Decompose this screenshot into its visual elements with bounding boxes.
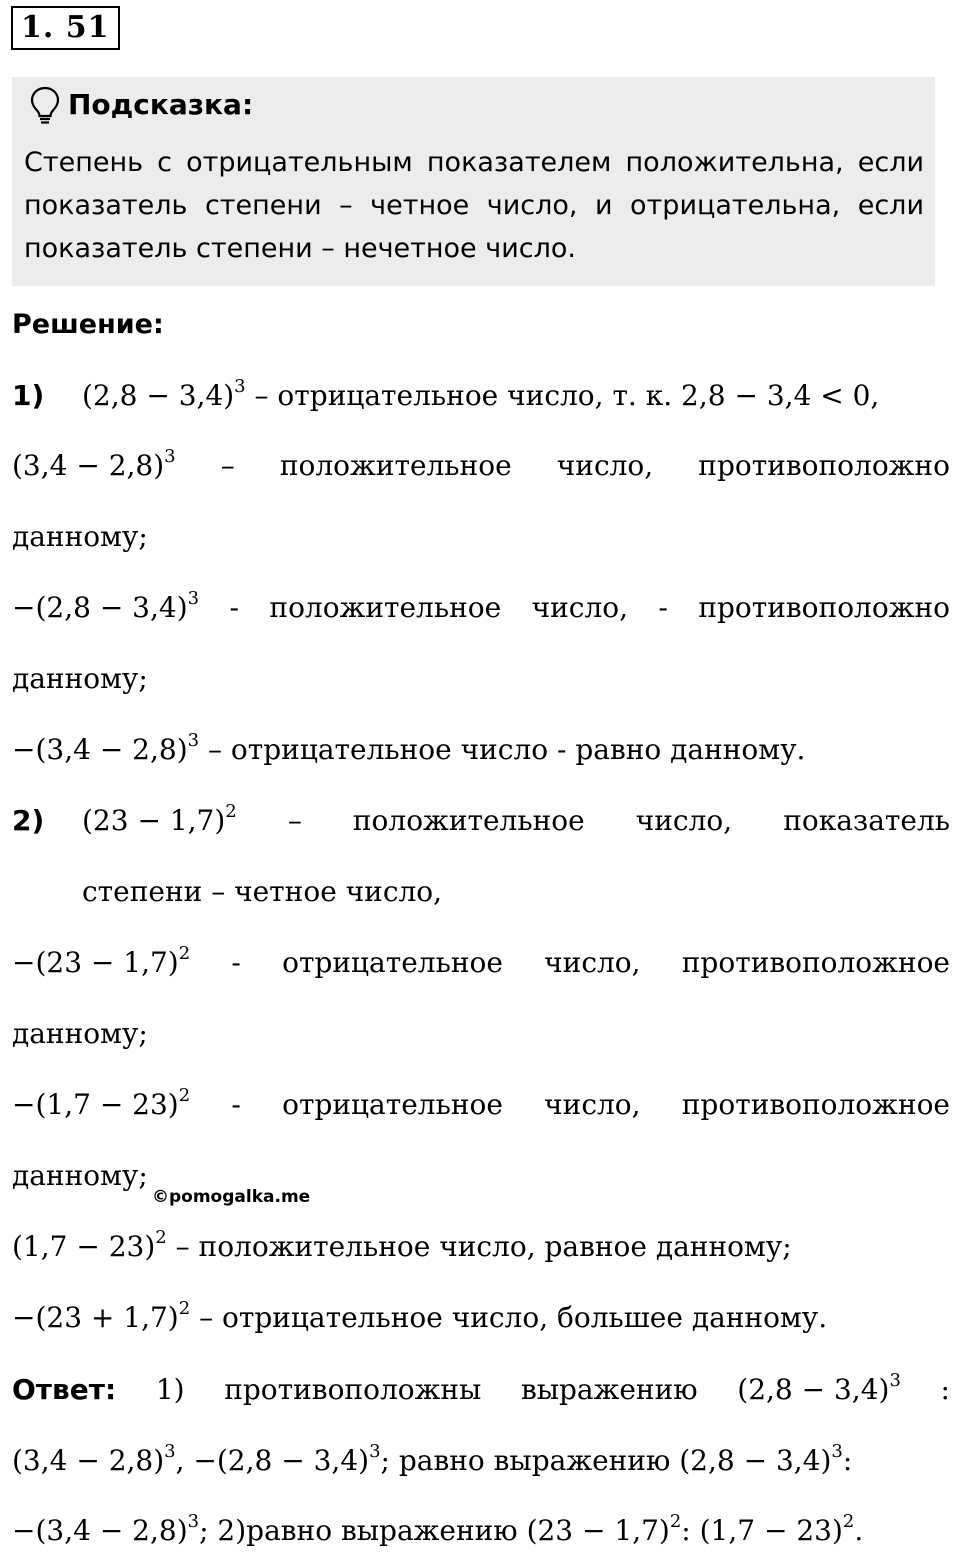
word: число, <box>556 449 654 482</box>
part2-line8 <box>12 1291 950 1345</box>
word: – <box>287 804 302 837</box>
answer-line2: $(3,4 - 2,8)^3$, $-(2,8 - 3,4)^3$; равно выражению $(2,8 - 3,4)^3$: <box>12 1440 853 1477</box>
part2-line5 <box>12 1078 950 1132</box>
part1-line2 <box>12 439 950 493</box>
part2-expr3: $-(23 - 1,7)^2$ <box>12 942 191 979</box>
word: положительное <box>269 591 502 624</box>
word: число, <box>635 804 733 837</box>
part1-text6: – отрицательное число - равно данному. <box>199 733 806 766</box>
word: противоположно <box>698 591 950 624</box>
word: - <box>658 591 668 624</box>
part2-expr5: $-(1,7 - 23)^2$ <box>12 1084 191 1121</box>
part1-expr2: $(3,4 - 2,8)^3$ <box>12 445 176 482</box>
solution-label: Решение: <box>12 309 164 340</box>
word: - <box>231 1088 241 1121</box>
answer-line1 <box>12 1363 950 1417</box>
part2-line4: данному; <box>12 1017 148 1050</box>
word: противоположное <box>681 946 950 979</box>
word: - <box>231 946 241 979</box>
part1-text1: – отрицательное число, т. к. 2,8 − 3,4 < 0, <box>245 379 880 412</box>
hint-box <box>12 77 935 286</box>
word: – <box>220 449 235 482</box>
part1-line3: данному; <box>12 520 148 553</box>
word: положительное <box>279 449 512 482</box>
part2-text8: – отрицательное число, большее данному. <box>190 1301 828 1334</box>
word: 1) <box>155 1373 185 1406</box>
word: противоположно <box>698 449 950 482</box>
part2-line3 <box>12 936 950 990</box>
part2-line1-body <box>82 794 950 848</box>
part2-expr8: $-(23 + 1,7)^2$ <box>12 1297 191 1334</box>
part1-line6 <box>12 723 950 777</box>
part2-number: 2) <box>12 804 45 837</box>
part1-expr1: $(2,8 - 3,4)^3$ <box>82 375 246 412</box>
part1-number: 1) <box>12 379 45 412</box>
word: отрицательное <box>282 946 503 979</box>
word: : <box>940 1373 950 1406</box>
answer-expr1: $(2,8 - 3,4)^3$ <box>737 1369 901 1406</box>
part1-line5: данному; <box>12 662 148 695</box>
hint-text: Степень с отрицательным показателем положительна, если показатель степени – четное число, и отрицательна, если показатель степени – нечетное число. <box>24 147 924 264</box>
part2-expr7: $(1,7 - 23)^2$ <box>12 1226 167 1263</box>
lightbulb-icon <box>28 85 62 125</box>
hint-title: Подсказка: <box>68 88 254 121</box>
part1-expr6: $-(3,4 - 2,8)^3$ <box>12 729 200 766</box>
part1-line1 <box>12 369 950 423</box>
part2-line1 <box>12 794 950 848</box>
part2-line2: степени – четное число, <box>82 875 443 908</box>
word: противоположны <box>224 1373 482 1406</box>
answer-line3: $-(3,4 - 2,8)^3$; 2)равно выражению $(23 - 1,7)^2$: $(1,7 - 23)^2$. <box>12 1510 864 1547</box>
part2-text7: – положительное число, равное данному; <box>166 1230 792 1263</box>
problem-number: 1. 51 <box>11 6 120 50</box>
word: выражению <box>520 1373 698 1406</box>
part1-line4 <box>12 581 950 635</box>
part2-expr1: $(23 - 1,7)^2$ <box>82 800 237 837</box>
watermark: ©pomogalka.me <box>152 1187 311 1207</box>
word: показатель <box>783 804 950 837</box>
word: число, <box>544 1088 641 1121</box>
word: число, <box>544 946 641 979</box>
word: отрицательное <box>282 1088 503 1121</box>
word: положительное <box>352 804 585 837</box>
part2-line7 <box>12 1220 950 1274</box>
word: число, <box>531 591 628 624</box>
part2-line6: данному; <box>12 1159 148 1192</box>
answer-label: Ответ: <box>12 1373 117 1406</box>
part1-expr4: $-(2,8 - 3,4)^3$ <box>12 587 200 624</box>
word: - <box>229 591 239 624</box>
word: противоположное <box>681 1088 950 1121</box>
